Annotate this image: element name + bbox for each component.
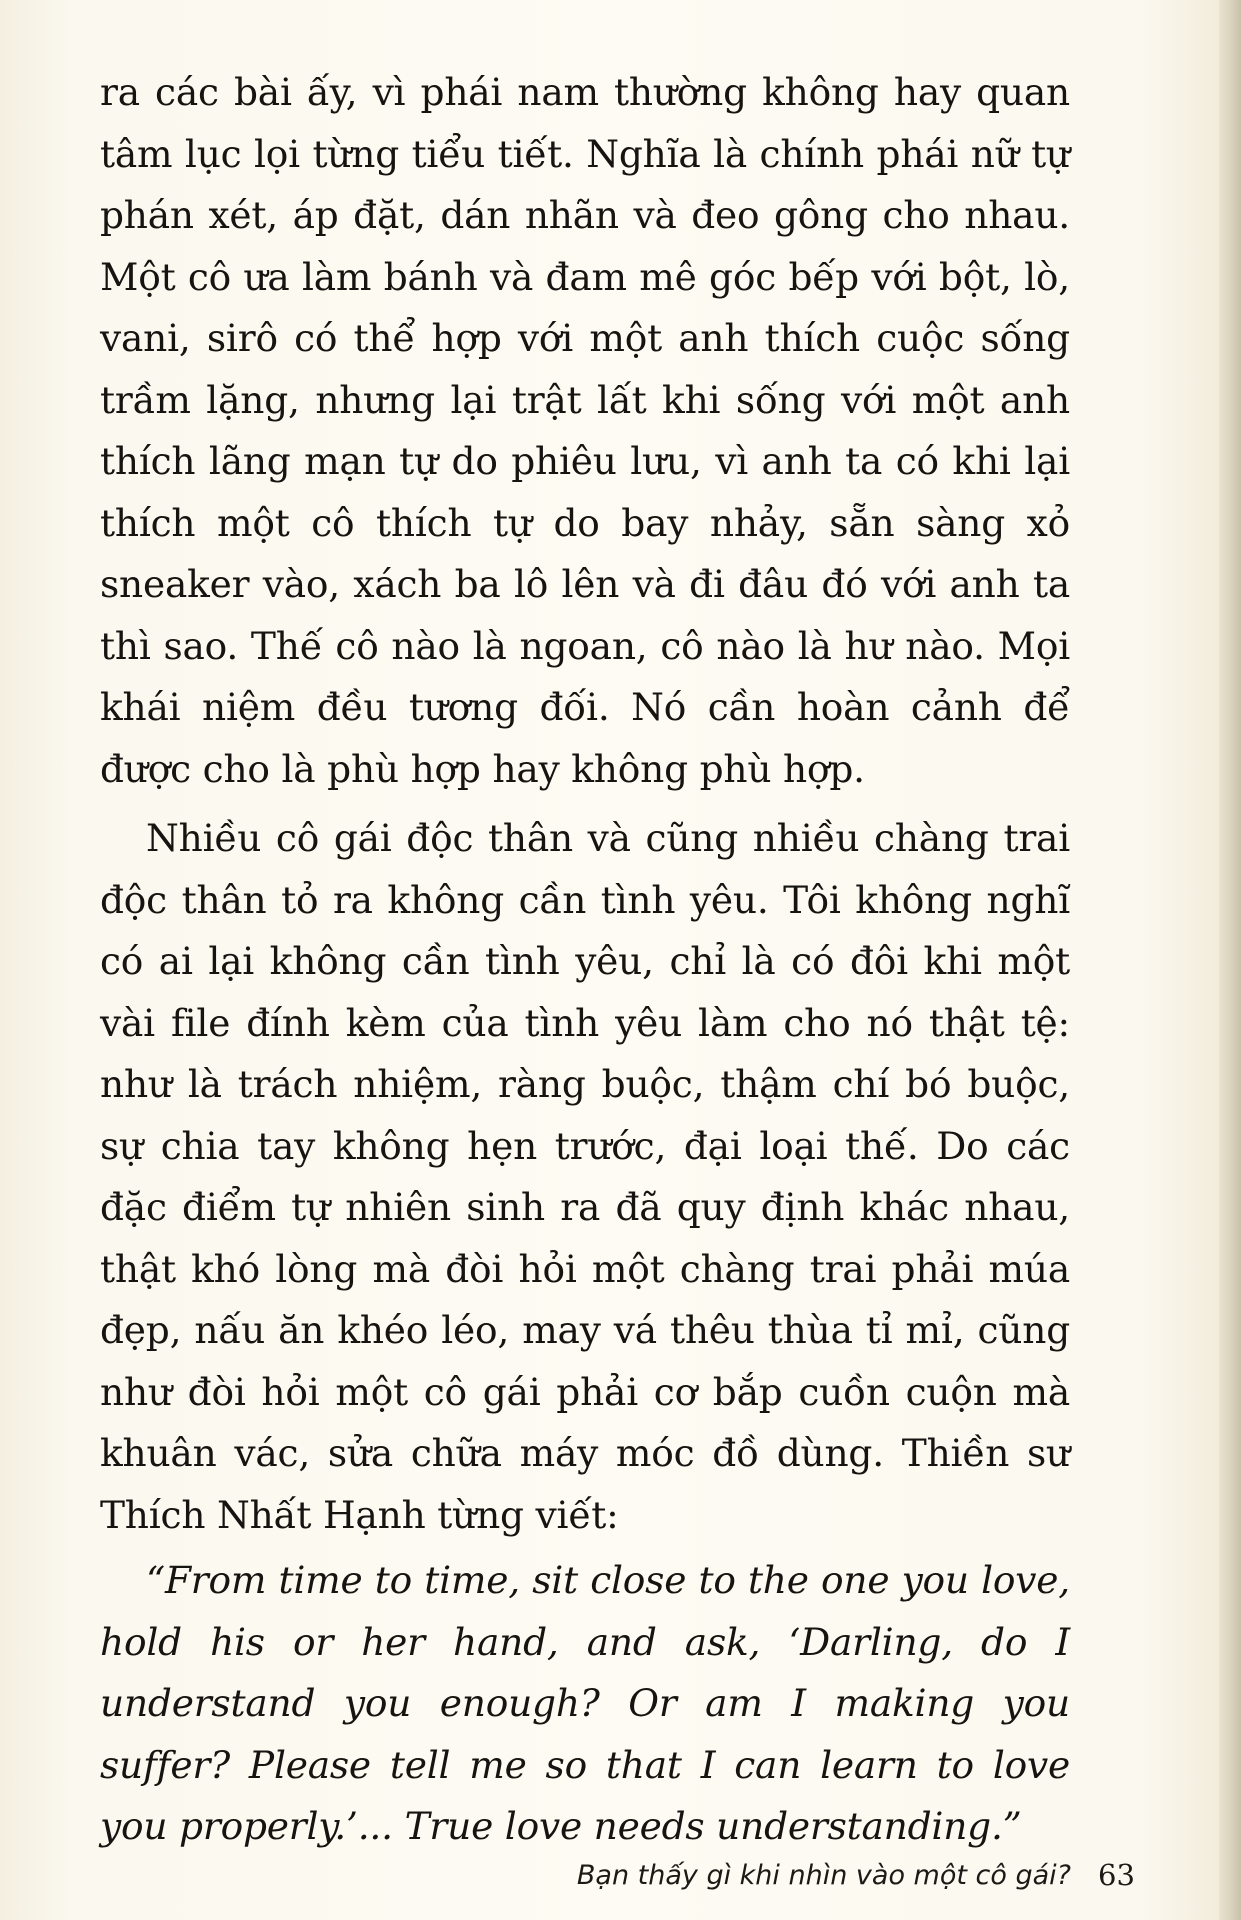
paragraph-2: Nhiều cô gái độc thân và cũng nhiều chàng trai độc thân tỏ ra không cần tình yêu. Tôi không nghĩ có ai lại không cần tình yêu, chỉ là có đôi khi một vài file đính kèm của tình yêu làm cho nó thật tệ: như là trách nhiệm, ràng buộc, thậm chí bó buộc, sự chia tay không hẹn trước, đại loại thế. Do các đặc điểm tự nhiên sinh ra đã quy định khác nhau, thật khó lòng mà đòi hỏi một chàng trai phải múa đẹp, nấu ăn khéo léo, may vá thêu thùa tỉ mỉ, cũng như đòi hỏi một cô gái phải cơ bắp cuồn cuộn mà khuân vác, sửa chữa máy móc đồ dùng. Thiền sư Thích Nhất Hạnh từng viết:: [100, 816, 1070, 1537]
body-text: [100, 62, 1070, 1858]
paragraph-1: ra các bài ấy, vì phái nam thường không hay quan tâm lục lọi từng tiểu tiết. Nghĩa là chính phái nữ tự phán xét, áp đặt, dán nhãn và đeo gông cho nhau. Một cô ưa làm bánh và đam mê góc bếp với bột, lò, vani, sirô có thể hợp với một anh thích cuộc sống trầm lặng, nhưng lại trật lất khi sống với một anh thích lãng mạn tự do phiêu lưu, vì anh ta có khi lại thích một cô thích tự do bay nhảy, sẵn sàng xỏ sneaker vào, xách ba lô lên và đi đâu đó với anh ta thì sao. Thế cô nào là ngoan, cô nào là hư nào. Mọi khái niệm đều tương đối. Nó cần hoàn cảnh để được cho là phù hợp hay không phù hợp.: [100, 70, 1070, 791]
page-edge-shadow: [1219, 0, 1241, 1920]
page-number: 63: [1098, 1858, 1135, 1892]
quote-paragraph: “From time to time, sit close to the one you love, hold his or her hand, and ask, ‘Darling, do I understand you enough? Or am I making you suffer? Please tell me so that I can learn to love you properly.’... True love needs understanding.”: [100, 1558, 1070, 1848]
running-title: Bạn thấy gì khi nhìn vào một cô gái?: [576, 1860, 1071, 1891]
